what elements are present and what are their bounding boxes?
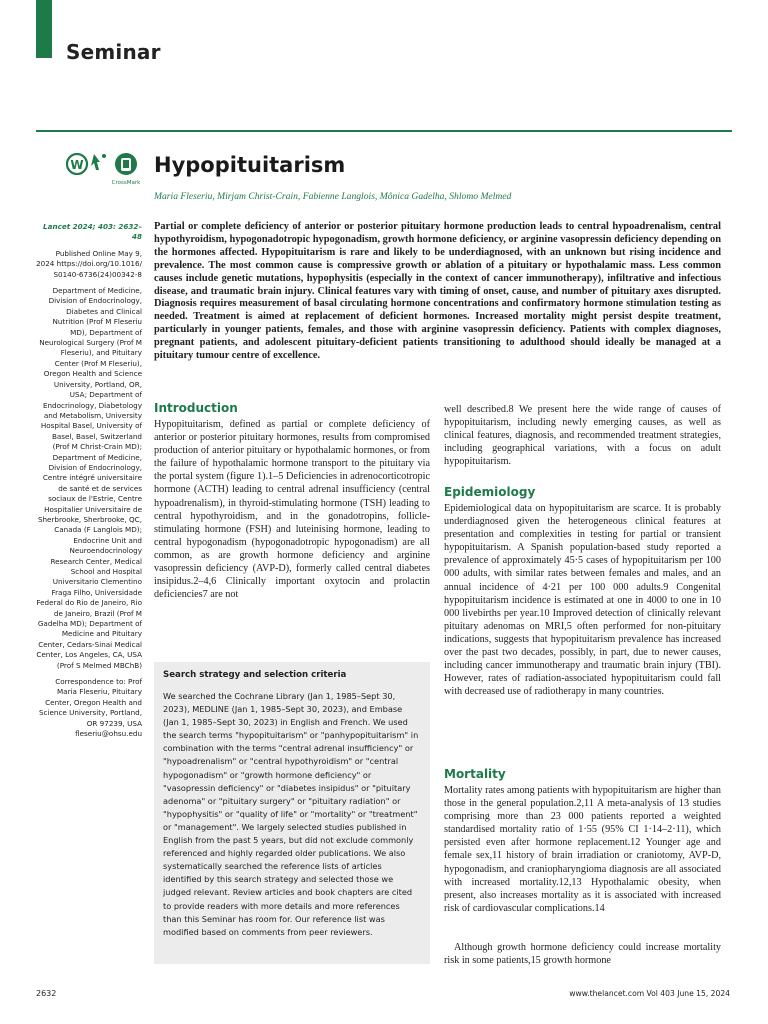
affiliations: Department of Medicine, Division of Endocrinology, Diabetes and Clinical Nutrition (Prof M Fleseriu MD), Department of Neurological Surgery (Prof M Fleseriu), and Pituitary Center (Prof M Fleseriu), Oregon Health and Science University, Portland, OR, USA; Department of Endocrinology, Diabetology and Metabolism, University Hospital Basel, University of Basel, Basel, Switzerland (Prof M Christ-Crain MD); Department of Medicine, Division of Endocrinology, Centre intégré universitaire de santé et de services sociaux de l'Estrie, Centre Hospitalier Universitaire de Sherbrooke, Sherbrooke, QC, Canada (F Langlois MD); Endocrine Unit and Neuroendocrinology Research Center, Medical School and Hospital Universitario Clementino Fraga Filho, Universidade Federal do Rio de Janeiro, Rio de Janeiro, Brazil (Prof M Gadelha MD); Department of Medicine and Pituitary Center, Cedars-Sinai Medical Center, Los Angeles, CA, USA (Prof S Melmed MBChB): [36, 286, 142, 670]
introduction-text: Hypopituitarism, defined as partial or complete deficiency of anterior or posterior pituitary hormones, results from compromised production of anterior pituitary or hypothalamic hormones, or from the failure of hypothalamic hormone transport to the pituitary via the portal system (figure 1).1–5 Deficiencies in adrenocorticotropic hormone (ACTH) leading to central adrenal insufficiency (central hypoadrenalism), in thyroid-stimulating hormone (TSH) leading to central hypothyroidism, and in the gonadotropins, follicle-stimulating hormone (FSH) and luteinising hormone, leading to central hypogonadism (hypogonadotropic hypogonadism) are all common, as are growth hormone deficiency and arginine vasopressin deficiency (AVP-D), formerly called central diabetes insipidus.2–4,6 Clinically important oxytocin and prolactin deficiencies7 are not: [154, 419, 430, 601]
citation: Lancet 2024; 403: 2632–48: [43, 222, 142, 242]
epidemiology-text: Epidemiological data on hypopituitarism are scarce. It is probably underdiagnosed given the heterogeneous clinical features at presentation and complexities in testing for partial or transient hypopituitarism. A Spanish population-based study reported a prevalence of approximately 45·5 cases of hypopituitarism per 100 000 adults, with similar rates between females and males, and an annual incidence of 4·21 per 100 000 adults.9 Congenital hypopituitarism incidence is estimated at one in 4000 to one in 10 000 livebirths per year.10 Improved detection of clinically relevant pituitary adenomas on MRI,5 often performed for non-pituitary indications, suggests that hypopituitarism prevalence has increased over the past two decades, possibly, in part, due to newer causes, including cancer immunotherapy and traumatic brain injury (TBI). However, rates of radiation-associated hypopituitarism could fall with decreased use of radiotherapy in many countries.: [444, 503, 721, 698]
heading-epidemiology: Epidemiology: [444, 485, 536, 499]
mortality-text: Mortality rates among patients with hypopituitarism are higher than those in the general population.2,11 A meta-analysis of 13 studies comprising more than 23 000 patients reported a weighted standardised mortality ratio of 1·55 (95% CI 1·14–2·11), which persisted even after hormone replacement.12 Younger age and female sex,11 history of brain irradiation or craniotomy, AVP-D, hypogonadism, and craniopharyngioma diagnosis are all associated with increased mortality.12,13 Hypothalamic obesity, when present, also increases mortality as it is associated with increased risk of cardiovascular complications.14: [444, 785, 721, 914]
page-number: 2632: [36, 989, 57, 998]
header-rule: [36, 130, 732, 132]
open-access-crossmark-icons: [66, 150, 142, 188]
mortality-text-2: Although growth hormone deficiency could increase mortality risk in some patients,15 growth hormone: [444, 942, 721, 967]
publication-info: Published Online May 9, 2024 https://doi.org/10.1016/ S0140-6736(24)00342-8: [36, 248, 142, 279]
search-strategy-text: We searched the Cochrane Library (Jan 1, 1985–Sept 30, 2023), MEDLINE (Jan 1, 1985–Sept 30, 2023), and Embase (Jan 1, 1985–Sept 30, 2023) in English and French. We used the search terms "hypopituitarism" or "panhypopituitarism" in combination with the terms "central adrenal insufficiency" or "hypoadrenalism" or "central hypothyroidism" or "central hypogonadism" or "growth hormone deficiency" or "vasopressin deficiency" or "diabetes insipidus" or "pituitary adenoma" or "pituitary surgery" or "pituitary radiation" or "hypophysitis" or "quality of life" or "mortality" or "treatment" or "management". We largely selected studies published in English from the past 5 years, but did not exclude commonly referenced and highly regarded older publications. We also systematically searched the reference lists of articles identified by this search strategy and selected those we judged relevant. Review articles and book chapters are cited to provide readers with more details and more references than this Seminar has room for. Our reference list was modified based on comments from peer reviewers.: [163, 691, 419, 937]
section-label: Seminar: [66, 40, 161, 64]
introduction-continued: well described.8 We present here the wide range of causes of hypopituitarism, including newly emerging causes, as well as clinical features, diagnosis, and recommended treatment strategies, including geographical variations, with a focus on adult hypopituitarism.: [444, 404, 721, 468]
search-strategy-panel: [154, 662, 430, 964]
crossmark-label: CrossMark: [111, 180, 141, 186]
search-strategy-title: Search strategy and selection criteria: [163, 670, 347, 680]
correspondence: Correspondence to: Prof Maria Fleseriu, Pituitary Center, Oregon Health and Science University, Portland, OR 97239, USA fleseriu@ohsu.edu: [38, 677, 142, 739]
author-list: Maria Fleseriu, Mirjam Christ-Crain, Fabienne Langlois, Mônica Gadelha, Shlomo Melmed: [154, 191, 512, 202]
svg-text:W: W: [70, 158, 84, 172]
journal-icons: [66, 150, 142, 188]
heading-mortality: Mortality: [444, 767, 506, 781]
article-sidebar: [36, 222, 142, 746]
section-color-bar: [36, 0, 52, 58]
article-title: Hypopituitarism: [154, 153, 346, 177]
heading-introduction: Introduction: [154, 401, 238, 415]
abstract: Partial or complete deficiency of anterior or posterior pituitary hormone production leads to central hypoadrenalism, central hypothyroidism, hypogonadotropic hypogonadism, growth hormone deficiency, or arginine vasopressin deficiency depending on the hormones affected. Hypopituitarism is rare and likely to be underdiagnosed, with an unknown but rising incidence and prevalence. The most common cause is compressive growth or ablation of a pituitary or hypothalamic mass. Less common causes include genetic mutations, hypophysitis (especially in the context of cancer immunotherapy), infiltrative and infectious disease, and traumatic brain injury. Clinical features vary with timing of onset, cause, and number of pituitary axes disrupted. Diagnosis requires measurement of basal circulating hormone concentrations and confirmatory hormone stimulation testing as needed. Treatment is aimed at replacement of deficient hormones. Increased mortality might persist despite treatment, particularly in younger patients, females, and those with arginine vasopressin deficiency. Patients with complex diagnoses, pregnant patients, and adolescent pituitary-deficient patients transitioning to adulthood should ideally be managed at a pituitary tumour centre of excellence.: [154, 221, 721, 362]
journal-footer: www.thelancet.com Vol 403 June 15, 2024: [569, 989, 730, 998]
